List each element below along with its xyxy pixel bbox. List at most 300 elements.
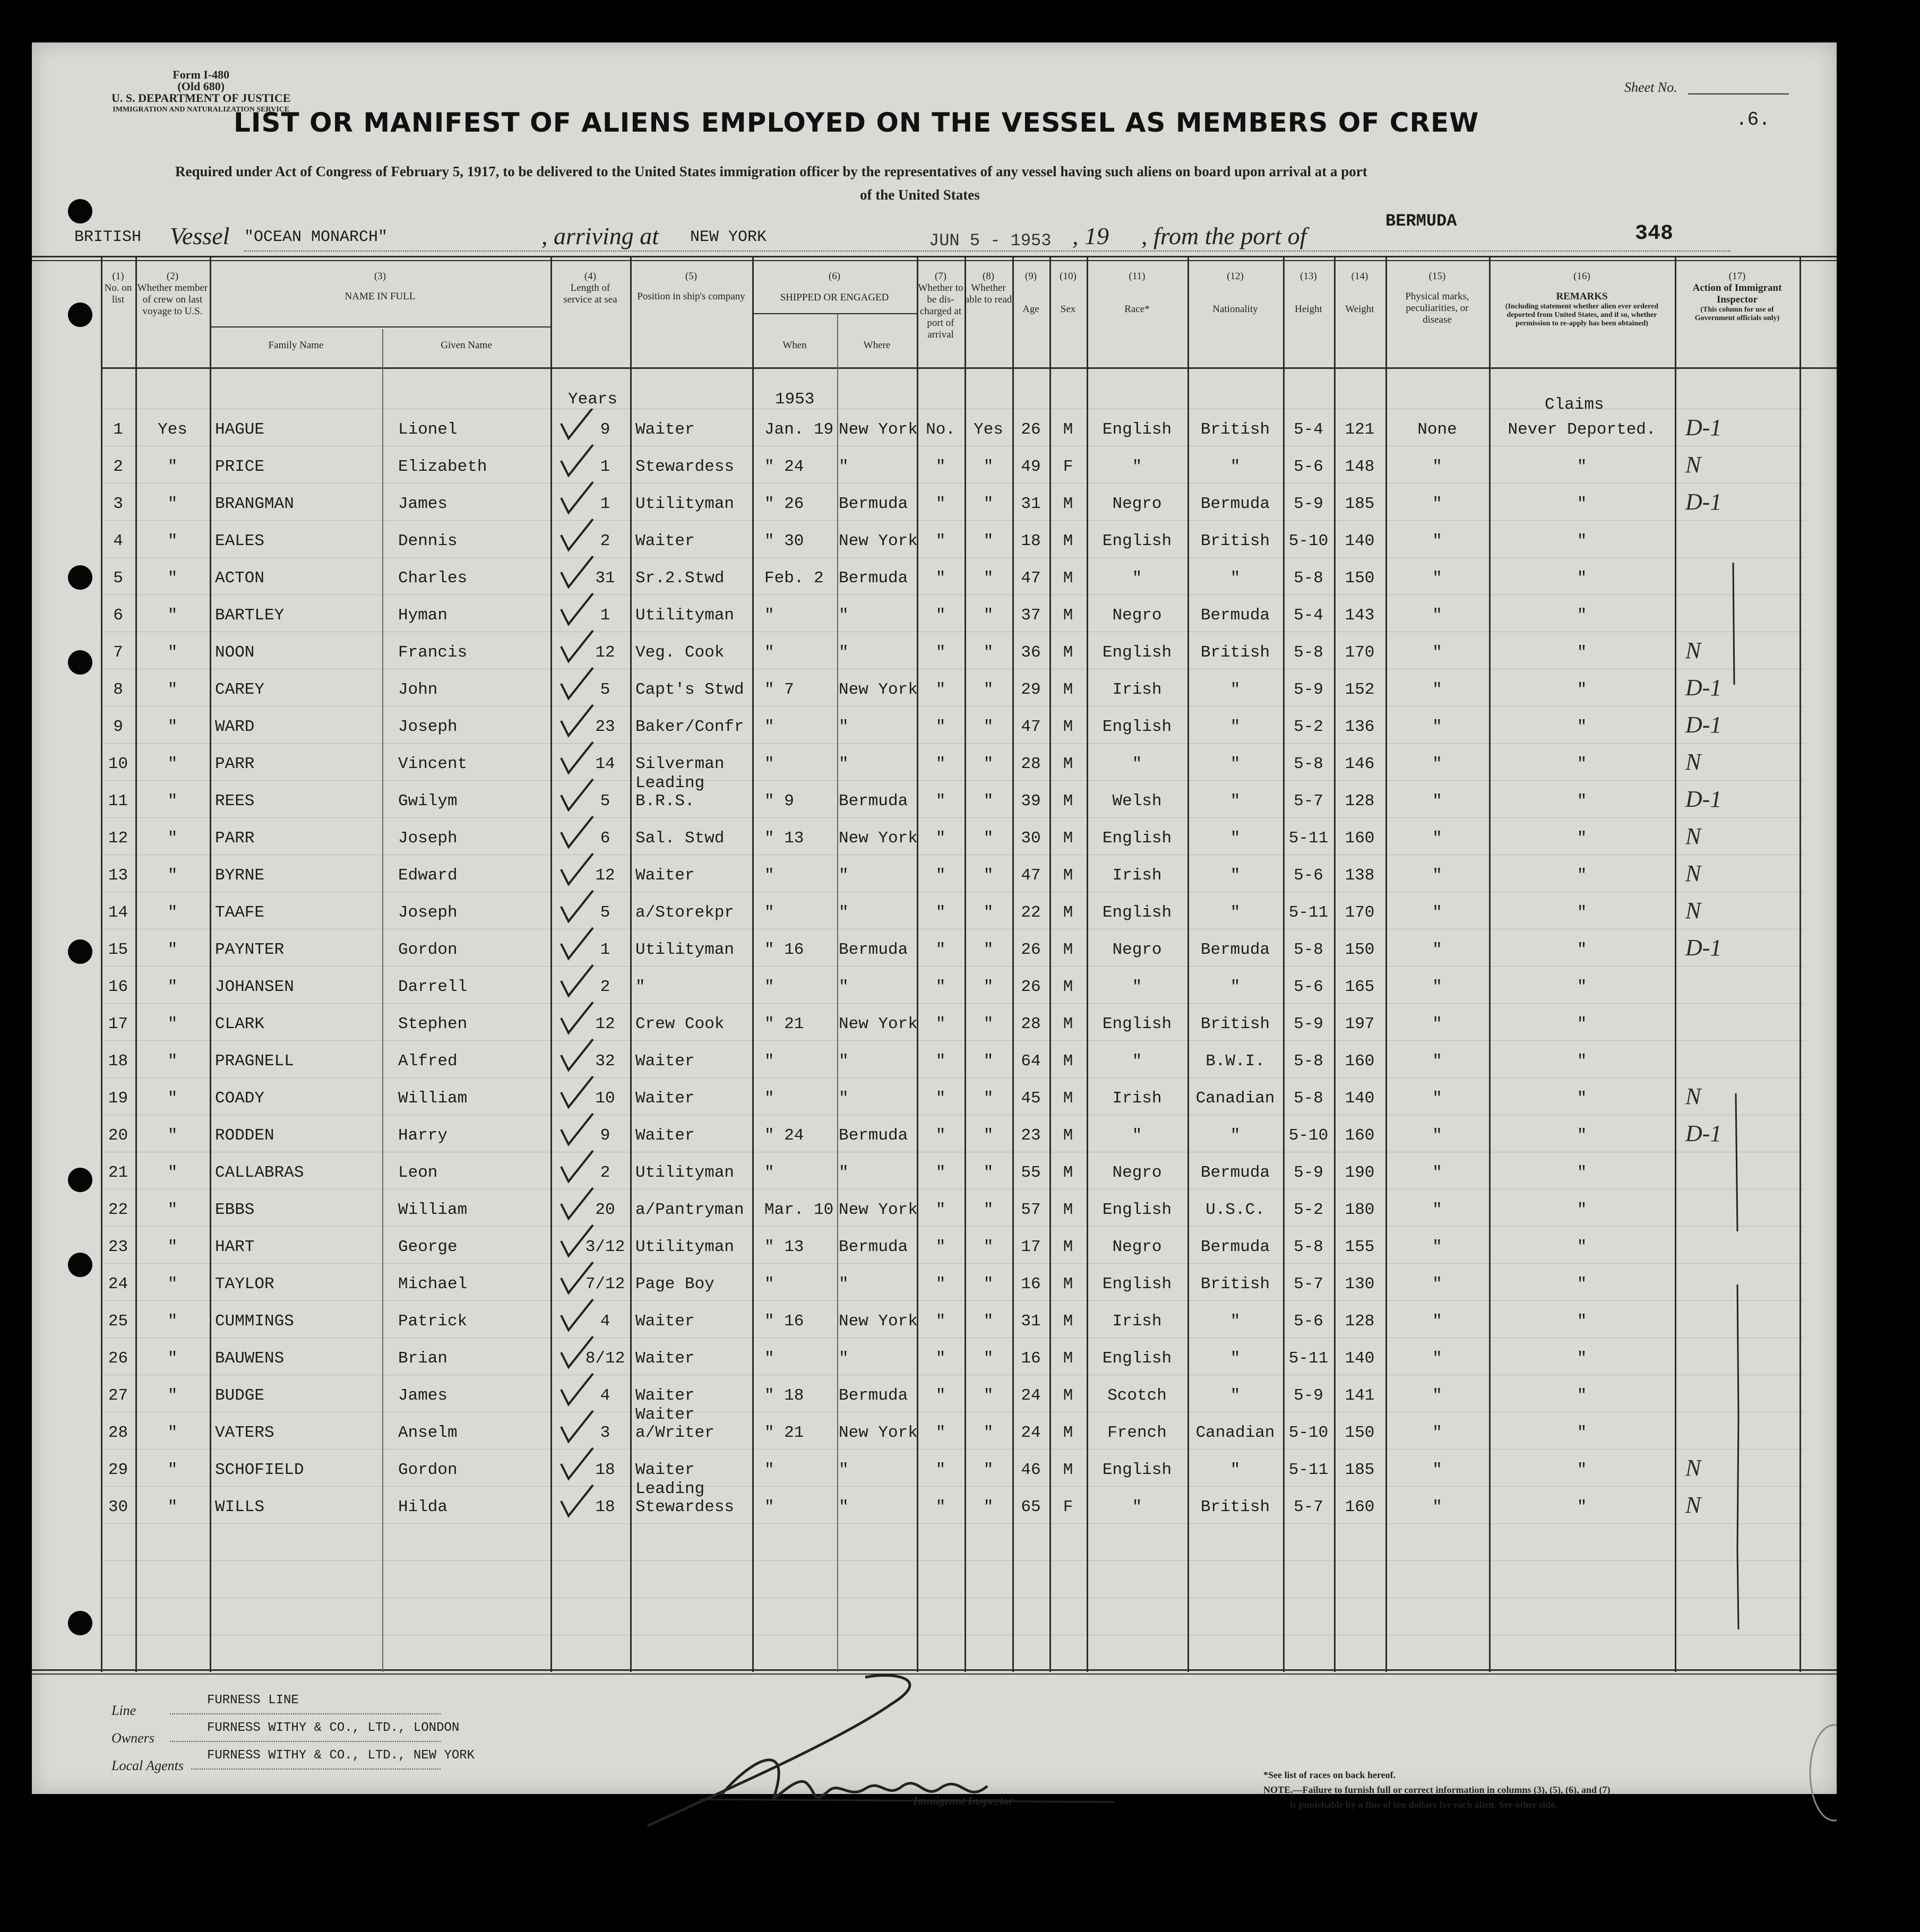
- age: 28: [1021, 1015, 1041, 1033]
- race: Negro: [1112, 606, 1162, 625]
- race: Negro: [1112, 941, 1162, 959]
- col15-header: (15) Physical marks, peculiarities, or disease: [1405, 271, 1469, 325]
- inspector-action: N: [1685, 898, 1701, 924]
- discharge: ": [935, 1312, 946, 1331]
- checkmark-icon: [561, 1411, 593, 1442]
- nationality: British: [1200, 1275, 1270, 1293]
- given-name: Francis: [398, 643, 468, 662]
- family-name: NOON: [215, 643, 255, 662]
- shipped-when: " 24: [764, 458, 804, 476]
- nationality: British: [1200, 532, 1270, 550]
- given-name: Elizabeth: [398, 458, 487, 476]
- inspector-action: D-1: [1685, 935, 1722, 961]
- family-name: BUDGE: [215, 1386, 265, 1405]
- shipped-when: " 18: [764, 1386, 804, 1405]
- discharge: ": [935, 1275, 946, 1293]
- family-name: COADY: [215, 1089, 265, 1108]
- race: English: [1102, 532, 1172, 550]
- family-name: WILLS: [215, 1498, 265, 1516]
- table-top-rule: [32, 256, 1837, 257]
- nationality: ": [1230, 978, 1241, 996]
- service-length: 18: [595, 1498, 615, 1516]
- shipped-when: Feb. 2: [764, 569, 824, 588]
- discharge: ": [935, 829, 946, 848]
- race: ": [1132, 755, 1142, 773]
- inspector-action: N: [1685, 452, 1701, 478]
- checkmark-icon: [561, 1299, 593, 1330]
- sex: M: [1063, 755, 1073, 773]
- shipped-when: ": [764, 643, 774, 662]
- vessel-name: "OCEAN MONARCH": [244, 228, 388, 246]
- remarks: ": [1577, 643, 1587, 662]
- race: English: [1102, 829, 1172, 848]
- position: Crew Cook: [635, 1015, 725, 1033]
- given-name: William: [398, 1089, 468, 1108]
- position: Waiter: [635, 420, 695, 439]
- checkmark-icon: [561, 445, 593, 476]
- given-name: James: [398, 1386, 448, 1405]
- height: 5-2: [1294, 1201, 1323, 1219]
- footer-agents-label: Local Agents: [111, 1758, 184, 1773]
- able-to-read: ": [983, 1424, 994, 1442]
- shipped-where: Bermuda: [839, 495, 908, 513]
- race: ": [1132, 978, 1142, 996]
- remarks: ": [1577, 1238, 1587, 1256]
- shipped-where: New York: [839, 420, 918, 439]
- col16-header: (16) REMARKS (Including statement whether alien ever ordered deported from United States, and if so, whether permission to re-apply has been obtained): [1505, 271, 1659, 327]
- able-to-read: ": [983, 1126, 994, 1145]
- discharge: ": [935, 1349, 946, 1368]
- discharge: ": [935, 718, 946, 736]
- table-row: [32, 451, 1837, 488]
- inspector-action: N: [1685, 749, 1701, 775]
- physical-marks: ": [1432, 532, 1442, 550]
- sex: M: [1063, 569, 1073, 588]
- sex: M: [1063, 903, 1073, 922]
- weight: 130: [1345, 1275, 1375, 1293]
- age: 23: [1021, 1126, 1041, 1145]
- discharge: ": [935, 941, 946, 959]
- discharge: ": [935, 792, 946, 810]
- physical-marks: ": [1432, 606, 1442, 625]
- family-name: EBBS: [215, 1201, 255, 1219]
- position: Veg. Cook: [635, 643, 725, 662]
- checkmark-icon: [561, 1039, 593, 1070]
- service-length: 12: [595, 866, 615, 885]
- weight: 140: [1345, 1089, 1375, 1108]
- family-name: HAGUE: [215, 420, 265, 439]
- service-length: 20: [595, 1201, 615, 1219]
- height: 5-6: [1294, 978, 1323, 996]
- header-bottom-rule: [101, 367, 1837, 369]
- row-number: 22: [108, 1201, 128, 1219]
- row-number: 12: [108, 829, 128, 848]
- shipped-where: New York: [839, 1424, 918, 1442]
- shipped-when: " 7: [764, 680, 794, 699]
- prev-voyage: ": [167, 1089, 178, 1108]
- position: Waiter: [635, 1126, 695, 1145]
- able-to-read: ": [983, 1052, 994, 1071]
- col6-when-header: When: [782, 340, 807, 351]
- height: 5-6: [1294, 1312, 1323, 1331]
- family-name: PRICE: [215, 458, 265, 476]
- inspector-action: N: [1685, 637, 1701, 663]
- position: Page Boy: [635, 1275, 714, 1293]
- footer-notes: [1263, 1767, 1610, 1812]
- prev-voyage: ": [167, 718, 178, 736]
- discharge: ": [935, 1126, 946, 1145]
- age: 37: [1021, 606, 1041, 625]
- weight: 140: [1345, 1349, 1375, 1368]
- nationality: ": [1230, 569, 1241, 588]
- inspector-label: Immigrant Inspector: [913, 1794, 1013, 1807]
- punch-hole: [68, 303, 92, 327]
- family-name: CLARK: [215, 1015, 265, 1033]
- height: 5-7: [1294, 792, 1323, 810]
- family-name: CALLABRAS: [215, 1163, 304, 1182]
- sex: M: [1063, 1163, 1073, 1182]
- shipped-where: ": [839, 866, 849, 885]
- given-name: Vincent: [398, 755, 468, 773]
- inspector-bracket-lines: [1675, 409, 1800, 1672]
- footer-owners-value: FURNESS WITHY & CO., LTD., LONDON: [207, 1721, 460, 1735]
- age: 46: [1021, 1461, 1041, 1479]
- table-row: [32, 897, 1837, 934]
- family-name: BRANGMAN: [215, 495, 294, 513]
- shipped-when: ": [764, 1052, 774, 1071]
- from-port: BERMUDA: [1385, 211, 1457, 231]
- nationality: Canadian: [1195, 1089, 1275, 1108]
- weight: 148: [1345, 458, 1375, 476]
- row-number: 6: [113, 606, 123, 625]
- inspector-action: D-1: [1685, 1120, 1722, 1146]
- service-length: 14: [595, 755, 615, 773]
- remarks: ": [1577, 1349, 1587, 1368]
- remarks: ": [1577, 1126, 1587, 1145]
- able-to-read: ": [983, 941, 994, 959]
- discharge: ": [935, 495, 946, 513]
- height: 5-8: [1294, 1089, 1323, 1108]
- physical-marks: ": [1432, 1052, 1442, 1071]
- prev-voyage: ": [167, 1015, 178, 1033]
- service-length: 2: [600, 532, 610, 550]
- physical-marks: ": [1432, 941, 1442, 959]
- discharge: ": [935, 569, 946, 588]
- physical-marks: ": [1432, 1089, 1442, 1108]
- form-old-number: (Old 680): [177, 80, 225, 93]
- physical-marks: ": [1432, 1126, 1442, 1145]
- shipped-where: ": [839, 458, 849, 476]
- table-row: [32, 414, 1837, 451]
- table-row: [32, 823, 1837, 860]
- table-row: [32, 1046, 1837, 1083]
- footer-agents-value: FURNESS WITHY & CO., LTD., NEW YORK: [207, 1748, 475, 1763]
- family-name: EALES: [215, 532, 265, 550]
- sex: M: [1063, 495, 1073, 513]
- note-failure: NOTE.—Failure to furnish full or correct information in columns (3), (5), (6), and (7): [1263, 1784, 1611, 1795]
- discharge: ": [935, 532, 946, 550]
- able-to-read: ": [983, 792, 994, 810]
- weight: 136: [1345, 718, 1375, 736]
- vessel-dotted-line: [244, 251, 1730, 253]
- weight: 140: [1345, 532, 1375, 550]
- height: 5-8: [1294, 941, 1323, 959]
- sex: M: [1063, 941, 1073, 959]
- subtitle-line-1: Required under Act of Congress of February 5, 1917, to be delivered to the United States immigration officer by the representatives of any vessel having such aliens on board upon arrival at a port: [175, 163, 1367, 179]
- age: 45: [1021, 1089, 1041, 1108]
- nationality: Bermuda: [1200, 495, 1270, 513]
- row-number: 4: [113, 532, 123, 550]
- given-name: William: [398, 1201, 468, 1219]
- footer-line-value: FURNESS LINE: [207, 1693, 299, 1707]
- remarks: ": [1577, 532, 1587, 550]
- inspector-action: N: [1685, 1083, 1701, 1109]
- height: 5-11: [1288, 829, 1329, 848]
- sex: M: [1063, 1052, 1073, 1071]
- checkmark-icon: [561, 482, 593, 513]
- from-port-label: , from the port of: [1141, 222, 1307, 249]
- age: 16: [1021, 1275, 1041, 1293]
- service-length: 3/12: [585, 1238, 625, 1256]
- inspector-action: D-1: [1685, 675, 1722, 701]
- able-to-read: ": [983, 606, 994, 625]
- race: Irish: [1112, 1312, 1162, 1331]
- given-name: Anselm: [398, 1424, 458, 1442]
- physical-marks: ": [1432, 1349, 1442, 1368]
- row-number: 16: [108, 978, 128, 996]
- physical-marks: ": [1432, 1275, 1442, 1293]
- prev-voyage: ": [167, 1424, 178, 1442]
- race: Negro: [1112, 1163, 1162, 1182]
- physical-marks: ": [1432, 755, 1442, 773]
- sex: M: [1063, 1015, 1073, 1033]
- able-to-read: ": [983, 495, 994, 513]
- able-to-read: ": [983, 532, 994, 550]
- shipped-where: New York: [839, 680, 918, 699]
- row-number: 2: [113, 458, 123, 476]
- prev-voyage: ": [167, 1163, 178, 1182]
- table-row: [32, 1120, 1837, 1157]
- nationality: Bermuda: [1200, 941, 1270, 959]
- checkmark-icon: [561, 853, 593, 884]
- vessel-flag: BRITISH: [74, 228, 142, 246]
- table-row: [32, 1454, 1837, 1491]
- weight: 160: [1345, 1498, 1375, 1516]
- age: 31: [1021, 1312, 1041, 1331]
- physical-marks: ": [1432, 458, 1442, 476]
- height: 5-7: [1294, 1498, 1323, 1516]
- race: ": [1132, 1052, 1142, 1071]
- remarks: ": [1577, 755, 1587, 773]
- weight: 143: [1345, 606, 1375, 625]
- shipped-where: ": [839, 1275, 849, 1293]
- remarks: ": [1577, 1312, 1587, 1331]
- checkmark-column: [550, 409, 630, 1672]
- table-row: [32, 748, 1837, 786]
- sex: M: [1063, 978, 1073, 996]
- punch-hole: [68, 199, 92, 223]
- col5-header: (5) Position in ship's company: [637, 271, 745, 302]
- shipped-when: " 30: [764, 532, 804, 550]
- nationality: Bermuda: [1200, 606, 1270, 625]
- discharge: ": [935, 1386, 946, 1405]
- weight: 150: [1345, 941, 1375, 959]
- prev-voyage: ": [167, 1461, 178, 1479]
- given-name: Stephen: [398, 1015, 468, 1033]
- able-to-read: ": [983, 1386, 994, 1405]
- checkmark-icon: [561, 1336, 593, 1367]
- nationality: ": [1230, 1386, 1241, 1405]
- service-length: 7/12: [585, 1275, 625, 1293]
- col3-header: (3) NAME IN FULL: [345, 271, 416, 302]
- shipped-when: " 13: [764, 1238, 804, 1256]
- sex: F: [1063, 1498, 1073, 1516]
- given-name: Leon: [398, 1163, 438, 1182]
- able-to-read: ": [983, 1349, 994, 1368]
- sex: M: [1063, 792, 1073, 810]
- service-length: 1: [600, 495, 610, 513]
- able-to-read: ": [983, 1275, 994, 1293]
- col11-header: (11) Race*: [1124, 271, 1150, 315]
- service-length: 1: [600, 941, 610, 959]
- nationality: British: [1200, 643, 1270, 662]
- remarks: ": [1577, 1089, 1587, 1108]
- row-number: 28: [108, 1424, 128, 1442]
- family-name: JOHANSEN: [215, 978, 294, 996]
- table-row: [32, 1343, 1837, 1380]
- weight: 190: [1345, 1163, 1375, 1182]
- sex: M: [1063, 1275, 1073, 1293]
- sex: M: [1063, 1386, 1073, 1405]
- race: English: [1102, 1015, 1172, 1033]
- race: Negro: [1112, 1238, 1162, 1256]
- given-name: Dennis: [398, 532, 458, 550]
- shipped-where: Bermuda: [839, 1126, 908, 1145]
- discharge: ": [935, 903, 946, 922]
- remarks: ": [1577, 829, 1587, 848]
- inspector-signature: [637, 1667, 1168, 1842]
- discharge: ": [935, 978, 946, 996]
- family-name: HART: [215, 1238, 255, 1256]
- shipped-where: ": [839, 1089, 849, 1108]
- race: English: [1102, 718, 1172, 736]
- remarks: Never Deported.: [1508, 420, 1656, 439]
- inspector-action: N: [1685, 860, 1701, 886]
- nationality: British: [1200, 420, 1270, 439]
- age: 17: [1021, 1238, 1041, 1256]
- nationality: ": [1230, 1349, 1241, 1368]
- shipped-where: Bermuda: [839, 792, 908, 810]
- prev-voyage: ": [167, 866, 178, 885]
- discharge: ": [935, 1461, 946, 1479]
- physical-marks: ": [1432, 1424, 1442, 1442]
- remarks: ": [1577, 1052, 1587, 1071]
- position: Stewardess: [635, 458, 735, 476]
- remarks: ": [1577, 1498, 1587, 1516]
- race: Scotch: [1107, 1386, 1167, 1405]
- discharge: ": [935, 1052, 946, 1071]
- prev-voyage: ": [167, 978, 178, 996]
- position: Waiter: [635, 866, 695, 885]
- height: 5-11: [1288, 1349, 1329, 1368]
- physical-marks: ": [1432, 866, 1442, 885]
- height: 5-10: [1288, 1424, 1329, 1442]
- race: Negro: [1112, 495, 1162, 513]
- height: 5-8: [1294, 755, 1323, 773]
- discharge: ": [935, 1163, 946, 1182]
- prev-voyage: ": [167, 1275, 178, 1293]
- checkmark-icon: [561, 1002, 593, 1033]
- weight: 160: [1345, 1126, 1375, 1145]
- discharge: ": [935, 458, 946, 476]
- table-row: [32, 774, 1837, 823]
- sex: M: [1063, 1424, 1073, 1442]
- family-name: ACTON: [215, 569, 265, 588]
- nationality: B.W.I.: [1206, 1052, 1265, 1071]
- weight: 180: [1345, 1201, 1375, 1219]
- sex: M: [1063, 1126, 1073, 1145]
- col14-header: (14) Weight: [1345, 271, 1374, 315]
- nationality: ": [1230, 903, 1241, 922]
- row-number: 17: [108, 1015, 128, 1033]
- able-to-read: ": [983, 829, 994, 848]
- service-length: 2: [600, 1163, 610, 1182]
- row-number: 18: [108, 1052, 128, 1071]
- position: Waiter: [635, 1386, 695, 1405]
- sex: M: [1063, 1461, 1073, 1479]
- able-to-read: ": [983, 643, 994, 662]
- service-length: 32: [595, 1052, 615, 1071]
- service-length: 9: [600, 420, 610, 439]
- checkmark-icon: [561, 1262, 593, 1293]
- discharge: ": [935, 866, 946, 885]
- date-stamp: JUN 5 - 1953: [929, 231, 1052, 251]
- position: Sr.2.Stwd: [635, 569, 725, 588]
- able-to-read: ": [983, 1015, 994, 1033]
- prev-voyage: ": [167, 643, 178, 662]
- remarks: ": [1577, 495, 1587, 513]
- table-row: [32, 1231, 1837, 1269]
- remarks: ": [1577, 903, 1587, 922]
- position: a/Storekpr: [635, 903, 735, 922]
- prev-voyage: ": [167, 532, 178, 550]
- given-name: George: [398, 1238, 458, 1256]
- height: 5-8: [1294, 643, 1323, 662]
- height: 5-9: [1294, 1015, 1323, 1033]
- able-to-read: ": [983, 1089, 994, 1108]
- official-stamp-mark: [1794, 1720, 1837, 1826]
- discharge: No.: [926, 420, 955, 439]
- arriving-label: , arriving at: [541, 222, 659, 249]
- family-name: CAREY: [215, 680, 265, 699]
- race: English: [1102, 1349, 1172, 1368]
- table-top-rule-2: [32, 260, 1837, 261]
- remarks: ": [1577, 792, 1587, 810]
- shipped-where: New York: [839, 1312, 918, 1331]
- age: 57: [1021, 1201, 1041, 1219]
- remarks: ": [1577, 1163, 1587, 1182]
- table-row: [32, 525, 1837, 563]
- years-annotation: Years: [568, 390, 618, 409]
- given-name: James: [398, 495, 448, 513]
- family-name: SCHOFIELD: [215, 1461, 304, 1479]
- physical-marks: ": [1432, 1163, 1442, 1182]
- shipped-when: ": [764, 1275, 774, 1293]
- col8-header: (8) Whether able to read: [965, 271, 1012, 305]
- weight: 155: [1345, 1238, 1375, 1256]
- sex: M: [1063, 829, 1073, 848]
- sheet-number-label: Sheet No.: [1624, 80, 1677, 95]
